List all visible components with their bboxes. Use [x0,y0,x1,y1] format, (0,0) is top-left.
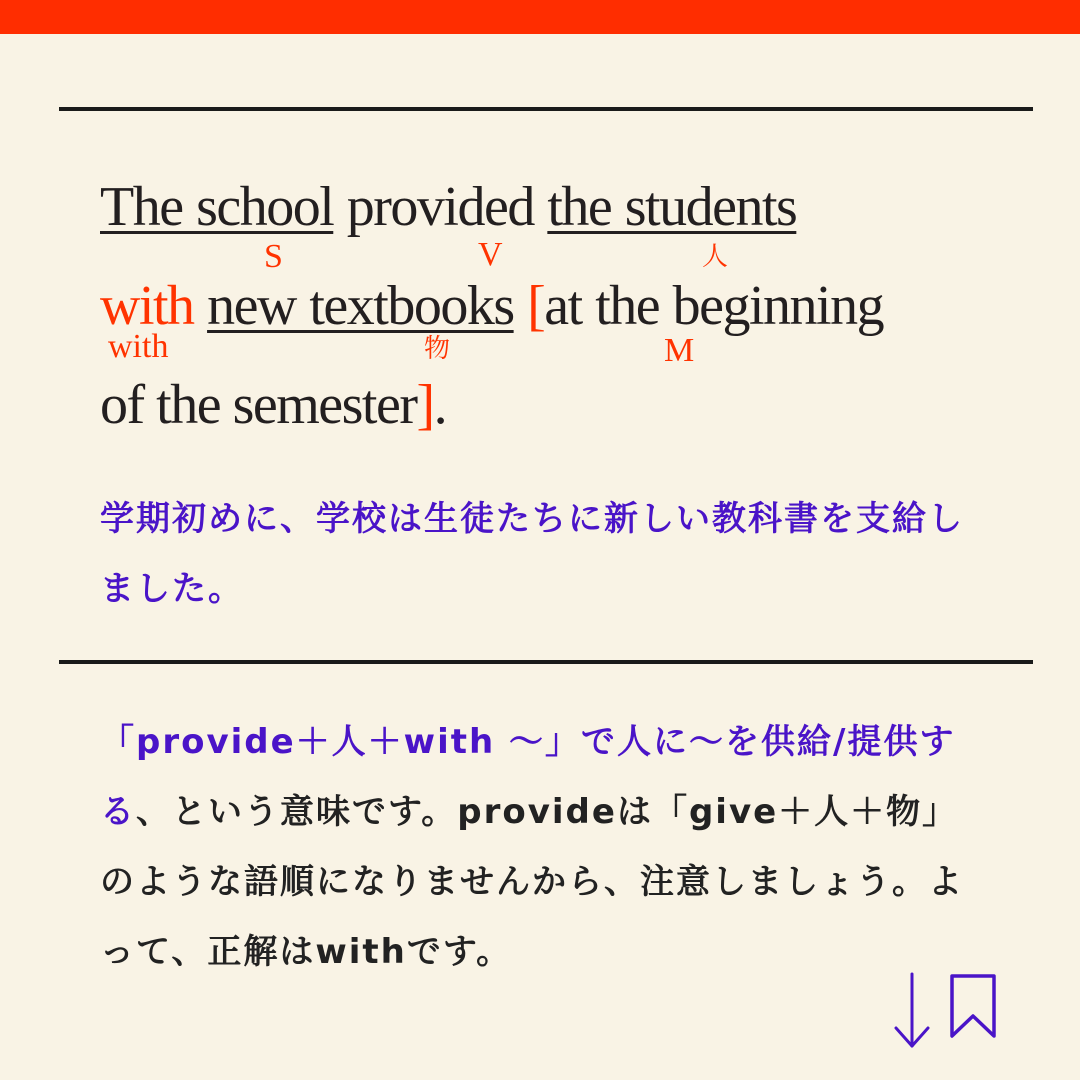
tag-subject: S [264,238,283,275]
translation-text: 学期初めに、学校は生徒たちに新しい教科書を支給しました。 [100,499,964,609]
explanation-highlight: 「provide＋人＋with ～」で人に～を供給/提供する [100,722,956,832]
modifier-phrase-start: at the beginning [544,275,884,337]
sentence-line-2 [100,275,884,337]
bracket-close: ] [416,374,434,436]
divider-bottom [59,660,1033,664]
with-preposition: with [100,275,194,337]
top-accent-bar [0,0,1080,34]
bookmark-icon[interactable] [952,976,994,1036]
tag-verb: V [478,236,503,273]
explanation-rest: 、という意味です。provideは「give＋人＋物」のような語順になりませんから、注意しましょう。よって、正解はwithです。 [100,792,964,972]
verb-phrase: provided [333,176,548,238]
sentence-line-1 [100,176,797,238]
subject-phrase: The school [100,176,334,238]
tag-with: with [108,328,169,365]
sentence-line-3 [100,374,447,436]
action-icons [890,968,1010,1058]
thing-object-phrase: new textbooks [207,275,514,337]
tag-person: 人 [702,242,729,272]
period: . [433,374,447,436]
down-arrow-icon[interactable] [896,974,928,1046]
person-object-phrase: the students [547,176,797,238]
modifier-phrase-end: of the semester [100,374,417,436]
divider-top [59,107,1033,111]
explanation-text [100,707,980,987]
bracket-open: [ [527,275,545,337]
tag-modifier: M [664,332,695,369]
tag-thing: 物 [424,334,451,364]
